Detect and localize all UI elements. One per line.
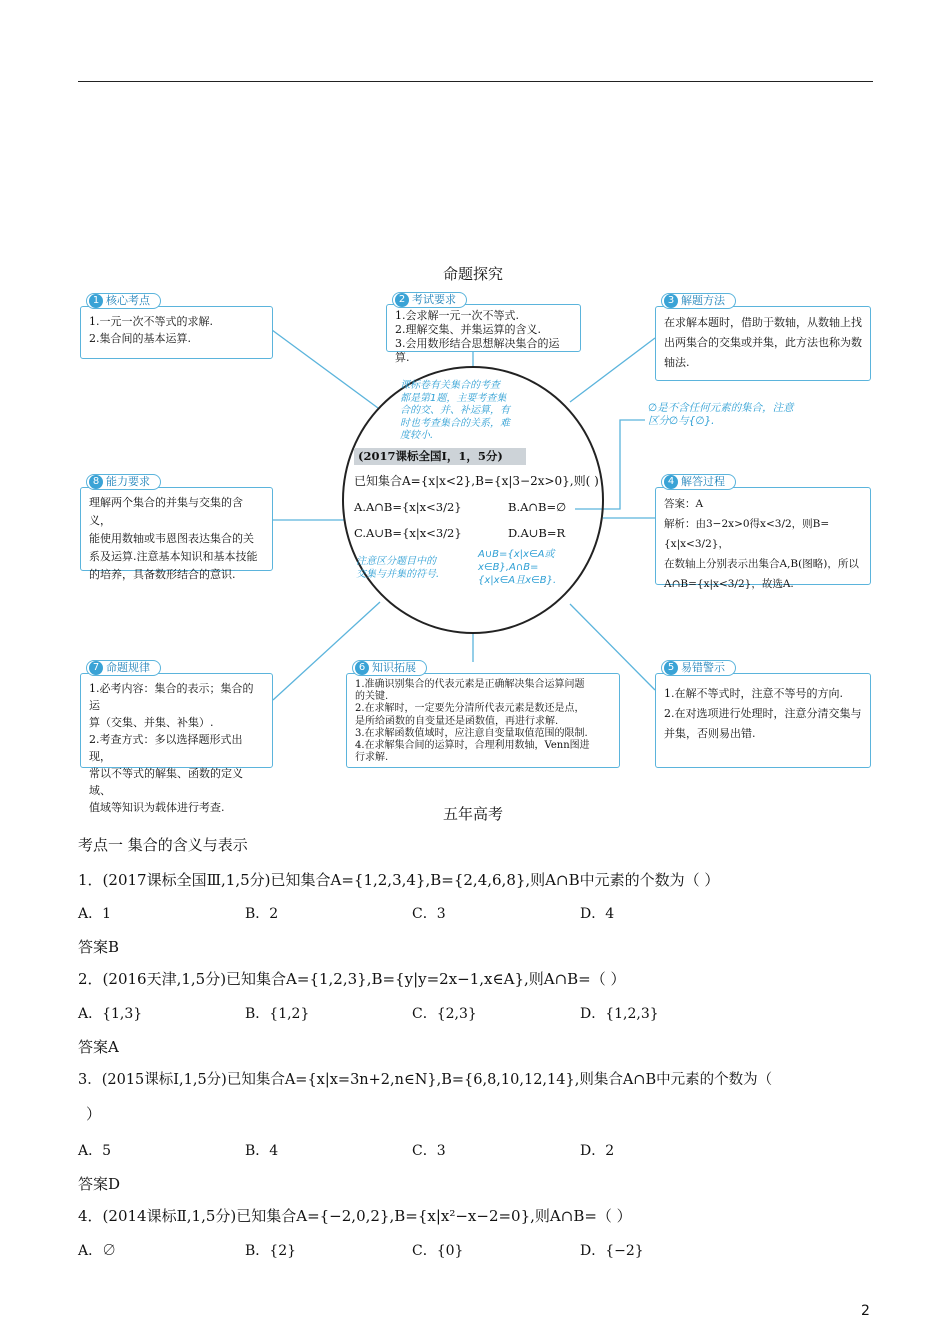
note-left: [356, 555, 439, 581]
note-line: 时也考查集合的关系，难: [400, 417, 510, 429]
box-line: 1.会求解一元一次不等式.: [395, 309, 519, 322]
box-line: 1.准确识别集合的代表元素是正确解决集合运算问题: [355, 679, 585, 690]
box-line: 3.在求解函数值域时，应注意自变量取值范围的限制.: [355, 727, 588, 739]
box-line: 在数轴上分别表示出集合A,B(图略)，所以: [664, 558, 859, 570]
box-line: 4.在求解集合间的运算时，合理利用数轴，Venn图进: [355, 740, 590, 752]
question-3-text-continued: ）: [86, 1105, 102, 1123]
question-1-answer: 答案B: [78, 938, 120, 956]
box-error-warning: [655, 673, 871, 768]
box-line: 能使用数轴或韦恩图表达集合的关: [89, 532, 254, 545]
question-4-option-d: D．{−2}: [580, 1243, 644, 1259]
tag-exam-requirements: [392, 292, 467, 308]
circle-option-c: C.A∪B={x|x<3/2}: [354, 526, 462, 540]
note-line: 都是第1题，主要考查集: [400, 392, 507, 404]
question-3-answer: 答案D: [78, 1175, 121, 1193]
box-line: 的关键.: [355, 691, 389, 703]
question-2-option-d: D．{1,2,3}: [580, 1006, 659, 1022]
box-line: 行求解.: [355, 752, 389, 764]
tag-solution-process: [661, 474, 736, 490]
box-line: 2.考查方式：多以选择题形式出现，: [89, 733, 243, 763]
section-title: 五年高考: [443, 805, 504, 823]
question-2-answer: 答案A: [78, 1038, 119, 1056]
tag-label: 知识拓展: [372, 661, 416, 674]
number-badge: 8: [89, 475, 103, 489]
tag-label: 解答过程: [681, 475, 725, 488]
question-1-option-c: C．3: [412, 906, 446, 922]
tag-error-warning: [661, 660, 736, 676]
question-3-option-d: D．2: [580, 1143, 615, 1159]
number-badge: 6: [355, 661, 369, 675]
box-line: 并集，否则易出错.: [664, 727, 756, 740]
number-badge: 7: [89, 661, 103, 675]
circle-option-a: A.A∩B={x|x<3/2}: [354, 500, 462, 514]
box-line: 1.一元一次不等式的求解.: [89, 315, 213, 328]
box-line: 出两集合的交集或并集，此方法也称为数: [664, 336, 862, 349]
box-solution-process: [655, 487, 871, 590]
question-4-option-a: A．∅: [78, 1243, 117, 1259]
question-2-option-a: A．{1,3}: [78, 1006, 143, 1022]
question-3-option-a: A．5: [78, 1143, 112, 1159]
question-4-text: 4．(2014课标Ⅱ,1,5分)已知集合A={−2,0,2},B={x|x²−x−2=0},则A∩B=（ ）: [78, 1207, 632, 1225]
tag-question-pattern: [86, 660, 161, 676]
box-line: 1.在解不等式时，注意不等号的方向.: [664, 687, 843, 700]
box-ability-requirements: [80, 487, 273, 581]
box-line: A∩B={x|x<3/2}，故选A.: [664, 578, 794, 590]
question-1-text: 1．(2017课标全国Ⅲ,1,5分)已知集合A={1,2,3,4},B={2,4,6,8},则A∩B中元素的个数为（ ）: [78, 871, 720, 889]
question-1-option-b: B．2: [245, 906, 279, 922]
box-line: 2.在求解时，一定要先分清所代表元素是数还是点，: [355, 703, 585, 715]
box-line: 值域等知识为载体进行考查.: [89, 801, 225, 814]
note-line: 课标卷有关集合的考查: [400, 380, 500, 391]
box-line: 理解两个集合的并集与交集的含义，: [89, 496, 243, 527]
tag-label: 核心考点: [106, 294, 150, 307]
question-2-text: 2．(2016天津,1,5分)已知集合A={1,2,3},B={y|y=2x−1,x∈A},则A∩B=（ ）: [78, 970, 626, 988]
number-badge: 5: [664, 661, 678, 675]
note-line: 注意区分题目中的: [356, 556, 436, 567]
number-badge: 4: [664, 475, 678, 489]
question-2-option-b: B．{1,2}: [245, 1006, 310, 1022]
box-knowledge-expansion: [346, 673, 620, 768]
box-question-pattern: [80, 673, 273, 814]
circle-option-b: B.A∩B=∅: [508, 500, 567, 514]
box-line: 是所给函数的自变量还是函数值，再进行求解.: [355, 715, 559, 727]
note-line: x∈B},A∩B=: [478, 562, 539, 573]
box-solving-method: [655, 306, 871, 381]
tag-label: 考试要求: [412, 293, 456, 306]
box-line: 系及运算.注意基本知识和基本技能: [89, 550, 258, 563]
box-line: 解析：由3−2x>0得x<3/2，则B={x|x<3/2}，: [664, 518, 830, 550]
section-subtitle: 考点一 集合的含义与表示: [78, 836, 248, 854]
question-3-text: 3．(2015课标Ⅰ,1,5分)已知集合A={x|x=3n+2,n∈N},B={6,8,10,12,14},则集合A∩B中元素的个数为（: [78, 1072, 773, 1088]
tag-label: 能力要求: [106, 475, 150, 488]
circle-question: 已知集合A={x|x<2},B={x|3−2x>0},则( ): [354, 474, 599, 488]
box-line: 1.必考内容：集合的表示；集合的运: [89, 682, 254, 712]
box-exam-requirements: [386, 304, 581, 364]
diagram-title: 命题探究: [443, 265, 504, 283]
note-empty-set: [648, 402, 794, 428]
note-right: [478, 548, 556, 587]
circle-source: (2017课标全国Ⅰ，1，5分): [354, 448, 526, 465]
question-1-option-a: A．1: [78, 906, 112, 922]
note-line: A∪B={x|x∈A或: [478, 549, 555, 560]
question-1-option-d: D．4: [580, 906, 615, 922]
question-2-option-c: C．{2,3}: [412, 1006, 477, 1022]
tag-core-topics: [86, 293, 161, 309]
question-4-option-c: C．{0}: [412, 1243, 464, 1259]
note-line: ∅是不含任何元素的集合，注意: [648, 402, 794, 414]
number-badge: 3: [664, 294, 678, 308]
note-line: 区分∅与{∅}.: [648, 415, 715, 427]
tag-label: 解题方法: [681, 294, 725, 307]
number-badge: 2: [395, 293, 409, 307]
box-line: 答案：A: [664, 498, 704, 510]
box-line: 常以不等式的解集、函数的定义域、: [89, 767, 243, 797]
note-line: 交集与并集的符号.: [356, 569, 440, 580]
note-line: 合的交、并、补运算，有: [400, 405, 510, 416]
tag-knowledge-expansion: [352, 660, 427, 676]
tag-label: 命题规律: [106, 661, 150, 674]
number-badge: 1: [89, 294, 103, 308]
box-line: 轴法.: [664, 356, 690, 369]
note-line: 度较小.: [400, 430, 434, 441]
tag-label: 易错警示: [681, 661, 725, 674]
box-line: 2.集合间的基本运算.: [89, 332, 191, 345]
box-line: 3.会用数形结合思想解决集合的运算.: [395, 337, 560, 364]
tag-ability-requirements: [86, 474, 161, 490]
box-line: 的培养，具备数形结合的意识.: [89, 568, 236, 581]
question-3-option-b: B．4: [245, 1143, 279, 1159]
box-core-topics: [80, 306, 273, 359]
note-top: [400, 380, 510, 443]
box-line: 在求解本题时，借助于数轴，从数轴上找: [664, 316, 862, 329]
question-4-option-b: B．{2}: [245, 1243, 297, 1259]
page-number: 2: [861, 1303, 870, 1319]
box-line: 算（交集、并集、补集）.: [89, 716, 214, 729]
circle-option-d: D.A∪B=R: [508, 526, 566, 540]
box-line: 2.理解交集、并集运算的含义.: [395, 323, 541, 336]
note-line: {x|x∈A且x∈B}.: [478, 575, 557, 586]
tag-solving-method: [661, 293, 736, 309]
question-3-option-c: C．3: [412, 1143, 446, 1159]
box-line: 2.在对选项进行处理时，注意分清交集与: [664, 707, 862, 720]
